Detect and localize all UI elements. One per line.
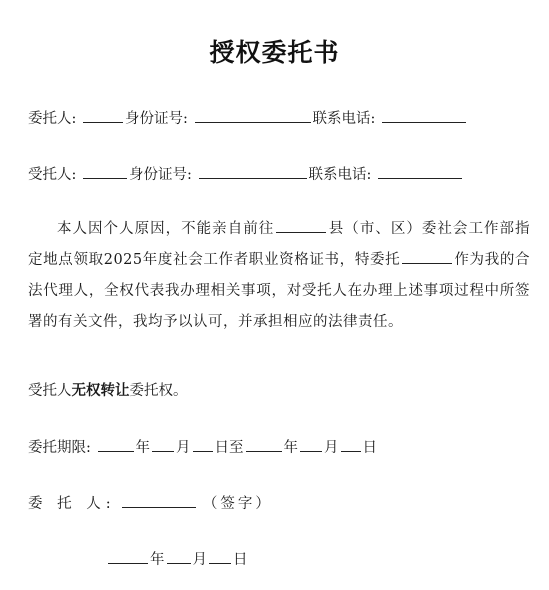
signature-label: 委 托 人:	[28, 496, 116, 512]
sign-month-field[interactable]	[167, 549, 191, 564]
term-end-year-field[interactable]	[246, 437, 282, 452]
signature-line	[28, 493, 535, 513]
principal-label: 委托人:	[28, 111, 77, 127]
term-end-day-field[interactable]	[341, 437, 361, 452]
no-transfer-bold: 无权转让	[71, 382, 130, 399]
term-month2-label: 月	[324, 440, 339, 456]
signature-field[interactable]	[122, 493, 196, 508]
no-transfer-suffix: 委托权。	[129, 383, 188, 399]
term-year-label: 年	[135, 440, 150, 456]
agent-name-field[interactable]	[83, 164, 127, 179]
agent-id-label: 身份证号:	[129, 167, 192, 183]
term-start-day-field[interactable]	[193, 437, 213, 452]
term-day-to-label: 日至	[214, 440, 244, 456]
signature-note: （签字）	[202, 496, 273, 512]
term-line	[28, 437, 535, 457]
sign-date-line	[106, 549, 535, 569]
term-start-month-field[interactable]	[152, 437, 174, 452]
agent-id-field[interactable]	[199, 164, 307, 179]
term-day2-label: 日	[362, 440, 377, 456]
principal-name-field[interactable]	[83, 108, 123, 123]
sign-month-label: 月	[192, 552, 207, 568]
body-text-3: 作为我的合法代理人，全权代表我办理相关事项，对受托人在办理上述事项过程中所签署的有关文件，我均予以认可，并承担相应的法律责任。	[28, 252, 530, 330]
body-paragraph	[28, 214, 530, 338]
term-end-month-field[interactable]	[300, 437, 322, 452]
agent-phone-field[interactable]	[378, 164, 462, 179]
term-start-year-field[interactable]	[98, 437, 134, 452]
no-transfer-line	[28, 381, 535, 401]
principal-phone-label: 联系电话:	[312, 111, 376, 127]
sign-day-field[interactable]	[209, 549, 231, 564]
principal-line	[28, 108, 535, 128]
principal-id-field[interactable]	[195, 108, 311, 123]
agent-phone-label: 联系电话:	[308, 167, 372, 183]
county-field[interactable]	[276, 218, 326, 233]
sign-day-label: 日	[233, 552, 248, 568]
agent-line	[28, 164, 535, 184]
sign-year-label: 年	[150, 552, 165, 568]
document-title: 授权委托书	[209, 38, 340, 67]
body-text-1: 本人因个人原因，不能亲自前往	[57, 221, 275, 237]
body-text-2: 县（市、区）委社会工作部指定地点领取2025年度社会工作者职业资格证书，特委托	[28, 221, 531, 268]
no-transfer-prefix: 受托人	[28, 383, 72, 399]
term-year2-label: 年	[283, 440, 298, 456]
sign-year-field[interactable]	[108, 549, 148, 564]
term-label: 委托期限:	[28, 440, 91, 456]
principal-phone-field[interactable]	[382, 108, 466, 123]
agent-name-inline-field[interactable]	[402, 249, 452, 264]
agent-label: 受托人:	[28, 167, 77, 183]
principal-id-label: 身份证号:	[125, 111, 188, 127]
term-month-label: 月	[176, 440, 191, 456]
